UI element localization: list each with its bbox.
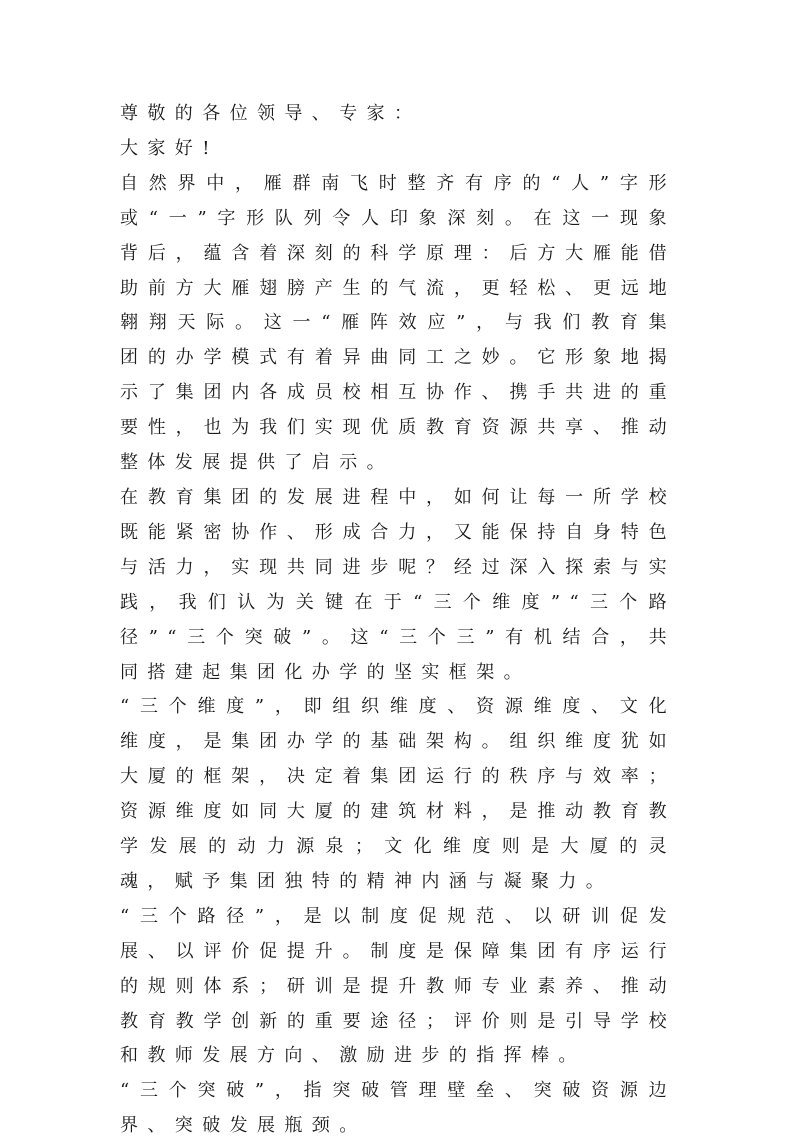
paragraph-three-dimensions: “三个维度”，即组织维度、资源维度、文化维度，是集团办学的基础架构。组织维度犹如大厦的框架，决定着集团运行的秩序与效率；资源维度如同大厦的建筑材料，是推动教育教学发展的动力源泉；文化维度则是大厦的灵魂，赋予集团独特的精神内涵与凝聚力。	[120, 696, 676, 892]
salutation: 尊敬的各位领导、专家：	[120, 103, 422, 124]
paragraph-goose-formation: 自然界中，雁群南飞时整齐有序的“人”字形或“一”字形队列令人印象深刻。在这一现象背后，蕴含着深刻的科学原理：后方大雁能借助前方大雁翅膀产生的气流，更轻松、更远地翱翔天际。这一“雁阵效应”，与我们教育集团的办学模式有着异曲同工之妙。它形象地揭示了集团内各成员校相互协作、携手共进的重要性，也为我们实现优质教育资源共享、推动整体发展提供了启示。	[120, 172, 676, 474]
document-body	[120, 97, 676, 1144]
paragraph-key-question: 在教育集团的发展进程中，如何让每一所学校既能紧密协作、形成合力，又能保持自身特色与活力，实现共同进步呢？经过深入探索与实践，我们认为关键在于“三个维度”“三个路径”“三个突破”。这“三个三”有机结合，共同搭建起集团化办学的坚实框架。	[120, 486, 676, 683]
greeting: 大家好!	[120, 137, 219, 159]
paragraph-three-breakthroughs: “三个突破”，指突破管理壁垒、突破资源边界、突破发展瓶颈。	[120, 1080, 676, 1137]
paragraph-three-paths: “三个路径”，是以制度促规范、以研训促发展、以评价促提升。制度是保障集团有序运行的规则体系；研训是提升教师专业素养、推动教育教学创新的重要途径；评价则是引导学校和教师发展方向、激励进步的指挥棒。	[120, 905, 676, 1067]
